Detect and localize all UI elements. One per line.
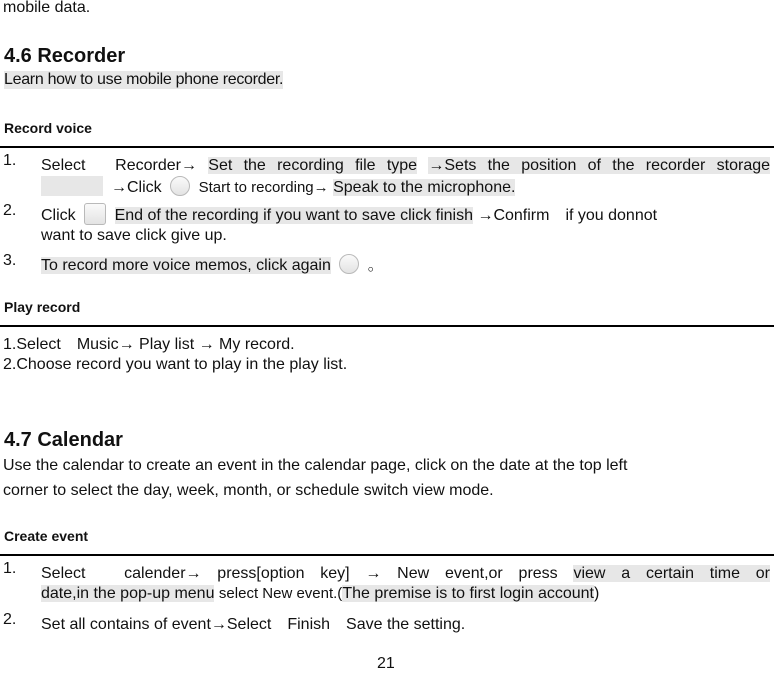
event-step1-line2 bbox=[41, 585, 599, 603]
section-rule bbox=[0, 325, 774, 327]
record-again-icon bbox=[339, 254, 359, 274]
stop-button-icon bbox=[84, 203, 106, 225]
step2-end-recording: End of the recording if you want to save click finish bbox=[114, 207, 473, 224]
play-record-title: Play record bbox=[4, 299, 81, 315]
record-voice-title: Record voice bbox=[4, 120, 92, 136]
step2-confirm: →Confirm if you donnot bbox=[477, 207, 658, 224]
step3-record-more: To record more voice memos, click again bbox=[41, 257, 331, 274]
highlight-storage bbox=[41, 176, 103, 196]
section-rule bbox=[0, 146, 774, 148]
calendar-desc-line1: Use the calendar to create an event in the calendar page, click on the date at the top left bbox=[3, 457, 628, 474]
event-step1-premise: The premise is to first login account bbox=[342, 585, 594, 602]
event-step1-close: ) bbox=[593, 585, 600, 602]
play-record-line2: 2.Choose record you want to play in the play list. bbox=[3, 356, 348, 373]
step1-click: →Click bbox=[111, 179, 162, 196]
step1-select-recorder: Select Recorder→ bbox=[41, 157, 197, 174]
record-step2-line1 bbox=[41, 202, 657, 225]
record-step1-line2 bbox=[41, 176, 515, 197]
step1-speak: Speak to the microphone. bbox=[333, 179, 516, 196]
recorder-subtitle: Learn how to use mobile phone recorder. bbox=[4, 71, 284, 88]
step1-set-storage: →Sets the position of the recorder storage bbox=[428, 157, 771, 174]
record-step1-line1 bbox=[41, 152, 770, 175]
step-number: 2. bbox=[3, 611, 17, 628]
event-step1-line1 bbox=[41, 560, 770, 583]
step1-set-file-type: Set the recording file type bbox=[208, 157, 418, 174]
step-number: 1. bbox=[3, 560, 17, 577]
page-number: 21 bbox=[377, 655, 395, 672]
record-step3 bbox=[41, 252, 384, 275]
step-number: 3. bbox=[3, 252, 17, 269]
step-number: 2. bbox=[3, 202, 17, 219]
event-step2: Set all contains of event→Select Finish Save the setting. bbox=[41, 616, 466, 633]
calendar-desc-line2: corner to select the day, week, month, or schedule switch view mode. bbox=[3, 482, 494, 499]
recorder-heading: 4.6 Recorder bbox=[4, 45, 126, 67]
record-step2-line2: want to save click give up. bbox=[41, 227, 227, 244]
event-step1-view-time: view a certain time or bbox=[573, 565, 770, 582]
intro-fragment: mobile data. bbox=[3, 0, 91, 16]
event-step1-new-event: select New event.( bbox=[218, 585, 343, 602]
step-number: 1. bbox=[3, 152, 17, 169]
create-event-title: Create event bbox=[4, 528, 89, 544]
record-button-icon bbox=[170, 176, 190, 196]
step3-end-mark: 。 bbox=[367, 257, 384, 274]
event-step1-popup: date,in the pop-up menu bbox=[41, 585, 215, 602]
step1-start-recording: Start to recording→ bbox=[198, 179, 329, 196]
step2-click: Click bbox=[41, 207, 76, 224]
section-rule bbox=[0, 554, 774, 556]
event-step1-select: Select calender→ press[option key] → New event,or press bbox=[41, 565, 558, 582]
calendar-heading: 4.7 Calendar bbox=[4, 429, 123, 451]
play-record-line1: 1.Select Music→ Play list → My record. bbox=[3, 336, 295, 353]
